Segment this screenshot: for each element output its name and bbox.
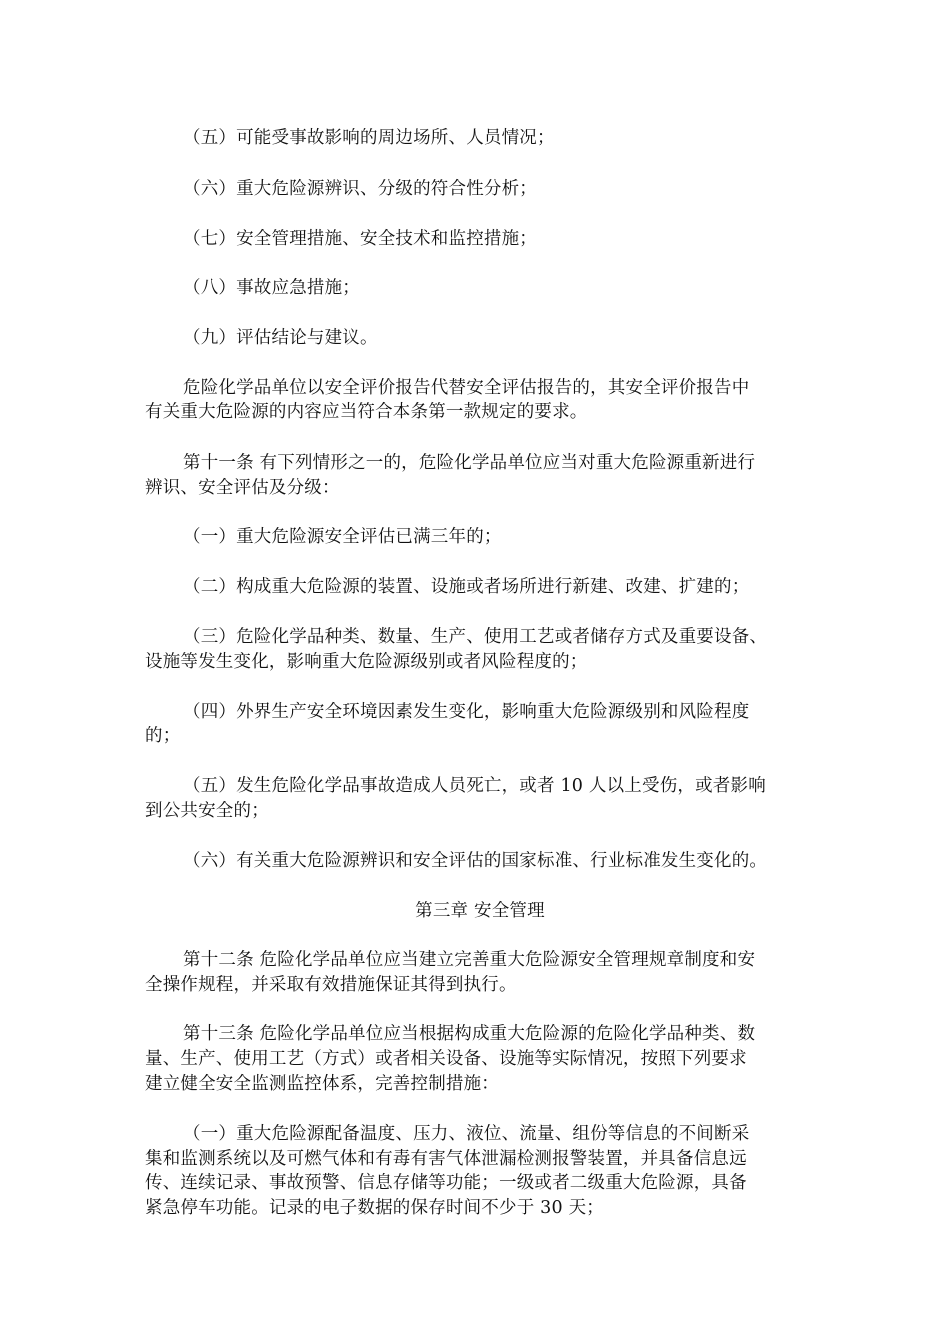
text-line: 紧急停车功能。记录的电子数据的保存时间不少于 30 天； <box>145 1198 604 1218</box>
text-line: 危险化学品单位以安全评价报告代替安全评估报告的，其安全评价报告中 <box>183 378 750 398</box>
chapter-heading: 第三章 安全管理 <box>415 901 545 921</box>
article-13-line: 第十三条 危险化学品单位应当根据构成重大危险源的危险化学品种类、数 <box>183 1024 756 1044</box>
text-line: 量、生产、使用工艺（方式）或者相关设备、设施等实际情况，按照下列要求 <box>145 1049 747 1069</box>
text-line: （八）事故应急措施； <box>183 278 360 298</box>
text-line: 有关重大危险源的内容应当符合本条第一款规定的要求。 <box>145 402 588 422</box>
text-line: 到公共安全的； <box>145 801 269 821</box>
text-line: 集和监测系统以及可燃气体和有毒有害气体泄漏检测报警装置，并具备信息远 <box>145 1149 747 1169</box>
text-line: 全操作规程，并采取有效措施保证其得到执行。 <box>145 975 517 995</box>
text-line: （六）有关重大危险源辨识和安全评估的国家标准、行业标准发生变化的。 <box>183 851 768 871</box>
text-line: （五）发生危险化学品事故造成人员死亡，或者 10 人以上受伤，或者影响 <box>183 776 766 796</box>
text-line: （四）外界生产安全环境因素发生变化，影响重大危险源级别和风险程度 <box>183 702 750 722</box>
text-line: （一）重大危险源安全评估已满三年的； <box>183 527 502 547</box>
text-line: 辨识、安全评估及分级： <box>145 478 340 498</box>
text-line: （一）重大危险源配备温度、压力、液位、流量、组份等信息的不间断采 <box>183 1124 750 1144</box>
article-11-line: 第十一条 有下列情形之一的，危险化学品单位应当对重大危险源重新进行 <box>183 453 756 473</box>
text-line: 建立健全安全监测监控体系，完善控制措施： <box>145 1074 499 1094</box>
text-line: 设施等发生变化，影响重大危险源级别或者风险程度的； <box>145 652 588 672</box>
text-line: （五）可能受事故影响的周边场所、人员情况； <box>183 128 555 148</box>
text-line: 的； <box>145 726 181 746</box>
text-line: （七）安全管理措施、安全技术和监控措施； <box>183 229 537 249</box>
text-line: （二）构成重大危险源的装置、设施或者场所进行新建、改建、扩建的； <box>183 577 750 597</box>
article-12-line: 第十二条 危险化学品单位应当建立完善重大危险源安全管理规章制度和安 <box>183 950 756 970</box>
text-line: （三）危险化学品种类、数量、生产、使用工艺或者储存方式及重要设备、 <box>183 627 768 647</box>
text-line: 传、连续记录、事故预警、信息存储等功能；一级或者二级重大危险源，具备 <box>145 1173 747 1193</box>
text-line: （六）重大危险源辨识、分级的符合性分析； <box>183 179 537 199</box>
text-line: （九）评估结论与建议。 <box>183 328 378 348</box>
